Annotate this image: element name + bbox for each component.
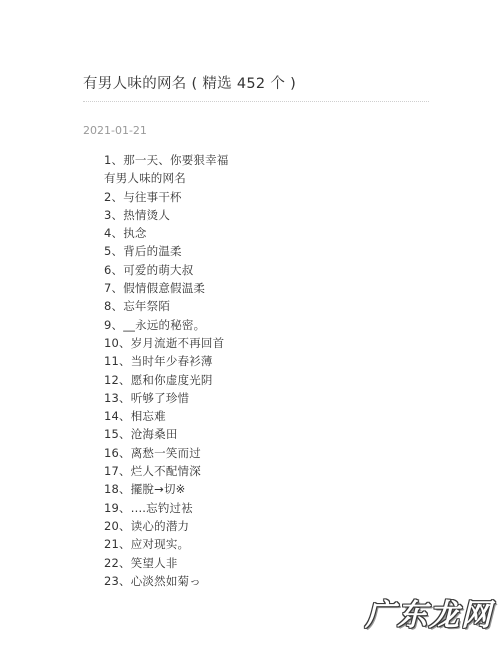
list-item: 19、....忘钓过袪 [104,500,193,515]
list-item: 6、可爱的萌大叔 [104,262,194,277]
list-item: 17、烂人不配情深 [104,464,201,479]
list-item: 8、忘年祭陌 [104,299,171,314]
list-item: 9、__永远的秘密。 [104,317,206,332]
list-item: 7、假情假意假温柔 [104,281,206,296]
title-divider [83,101,429,102]
list-item: 10、岁月流逝不再回首 [104,335,225,350]
list-item: 16、离愁一笑而过 [104,445,201,460]
name-list [104,151,229,590]
list-item: 15、沧海桑田 [104,427,178,442]
watermark-logo: 广东龙网 [365,598,493,633]
list-item: 23、心淡然如菊っ [104,573,201,588]
list-item: 21、应对现实。 [104,537,190,552]
list-item: 12、愿和你虚度光阴 [104,372,213,387]
list-item: 2、与往事干杯 [104,189,182,204]
list-item: 18、擺脫→切※ [104,482,186,497]
publish-date: 2021-01-21 [83,124,147,137]
list-item: 20、读心的潜力 [104,518,190,533]
list-item: 13、听够了珍惜 [104,390,190,405]
list-item: 5、背后的温柔 [104,244,182,259]
list-item: 4、执念 [104,226,147,241]
list-item: 有男人味的网名 [104,171,186,186]
article-title: 有男人味的网名 ( 精选 452 个 ) [83,76,297,92]
list-item: 3、热情烫人 [104,207,171,222]
list-item: 11、当时年少春衫薄 [104,354,213,369]
list-item: 1、那一天、你要狠幸福 [104,153,229,167]
list-item: 14、相忘难 [104,409,166,424]
list-item: 22、笑望人非 [104,555,178,570]
